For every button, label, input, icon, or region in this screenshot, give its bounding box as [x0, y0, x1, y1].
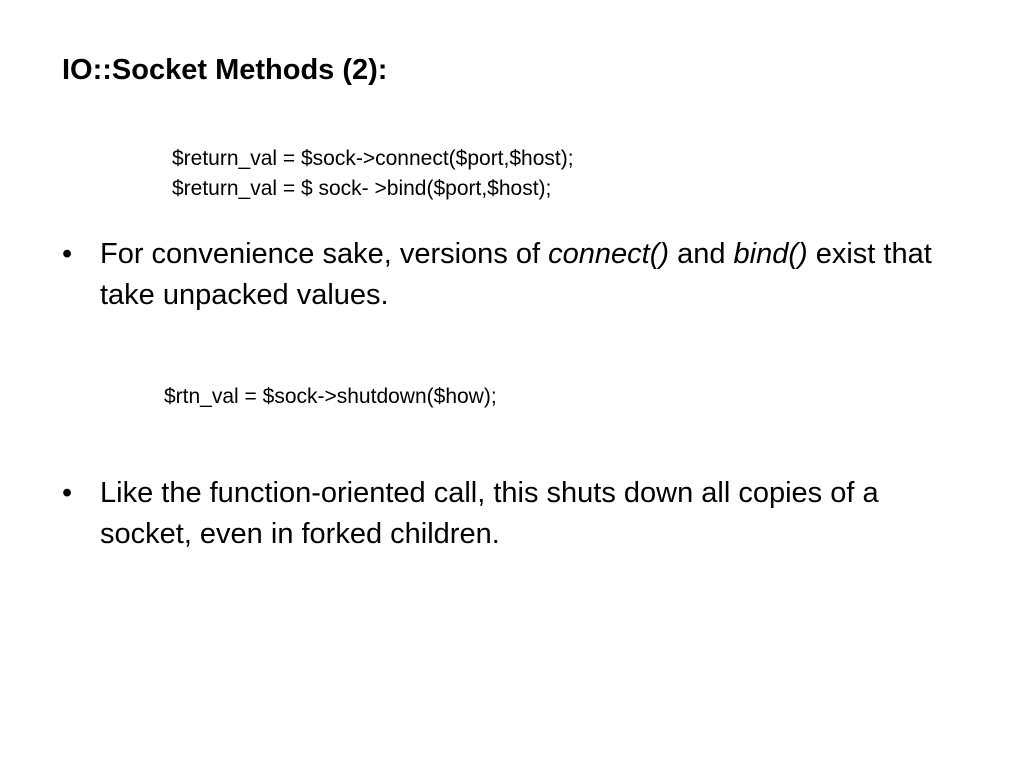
code-line-shutdown: $rtn_val = $sock->shutdown($how);	[164, 385, 497, 408]
bullet-marker: •	[62, 238, 73, 270]
bullet-text-before: For convenience sake, versions of	[100, 238, 549, 270]
code-line-bind: $return_val = $ sock- >bind($port,$host);	[172, 177, 552, 200]
bullet-text	[100, 234, 962, 316]
code-block-shutdown	[164, 382, 497, 412]
slide-title: IO::Socket Methods (2):	[62, 54, 388, 86]
bullet-marker: •	[62, 477, 73, 509]
code-line-connect: $return_val = $sock->connect($port,$host);	[172, 147, 574, 170]
bullet-text-middle: and	[669, 238, 734, 270]
bullet-text-after: exist that take unpacked values.	[100, 238, 932, 311]
bullet-text: Like the function-oriented call, this shuts down all copies of a socket, even in forked children.	[100, 477, 879, 550]
bullet-emphasis-bind: bind()	[733, 238, 808, 270]
bullet-item-convenience	[62, 234, 962, 316]
bullet-item-shutdown	[62, 473, 962, 555]
bullet-emphasis-connect: connect()	[548, 238, 670, 270]
code-block-connect-bind	[172, 144, 574, 204]
